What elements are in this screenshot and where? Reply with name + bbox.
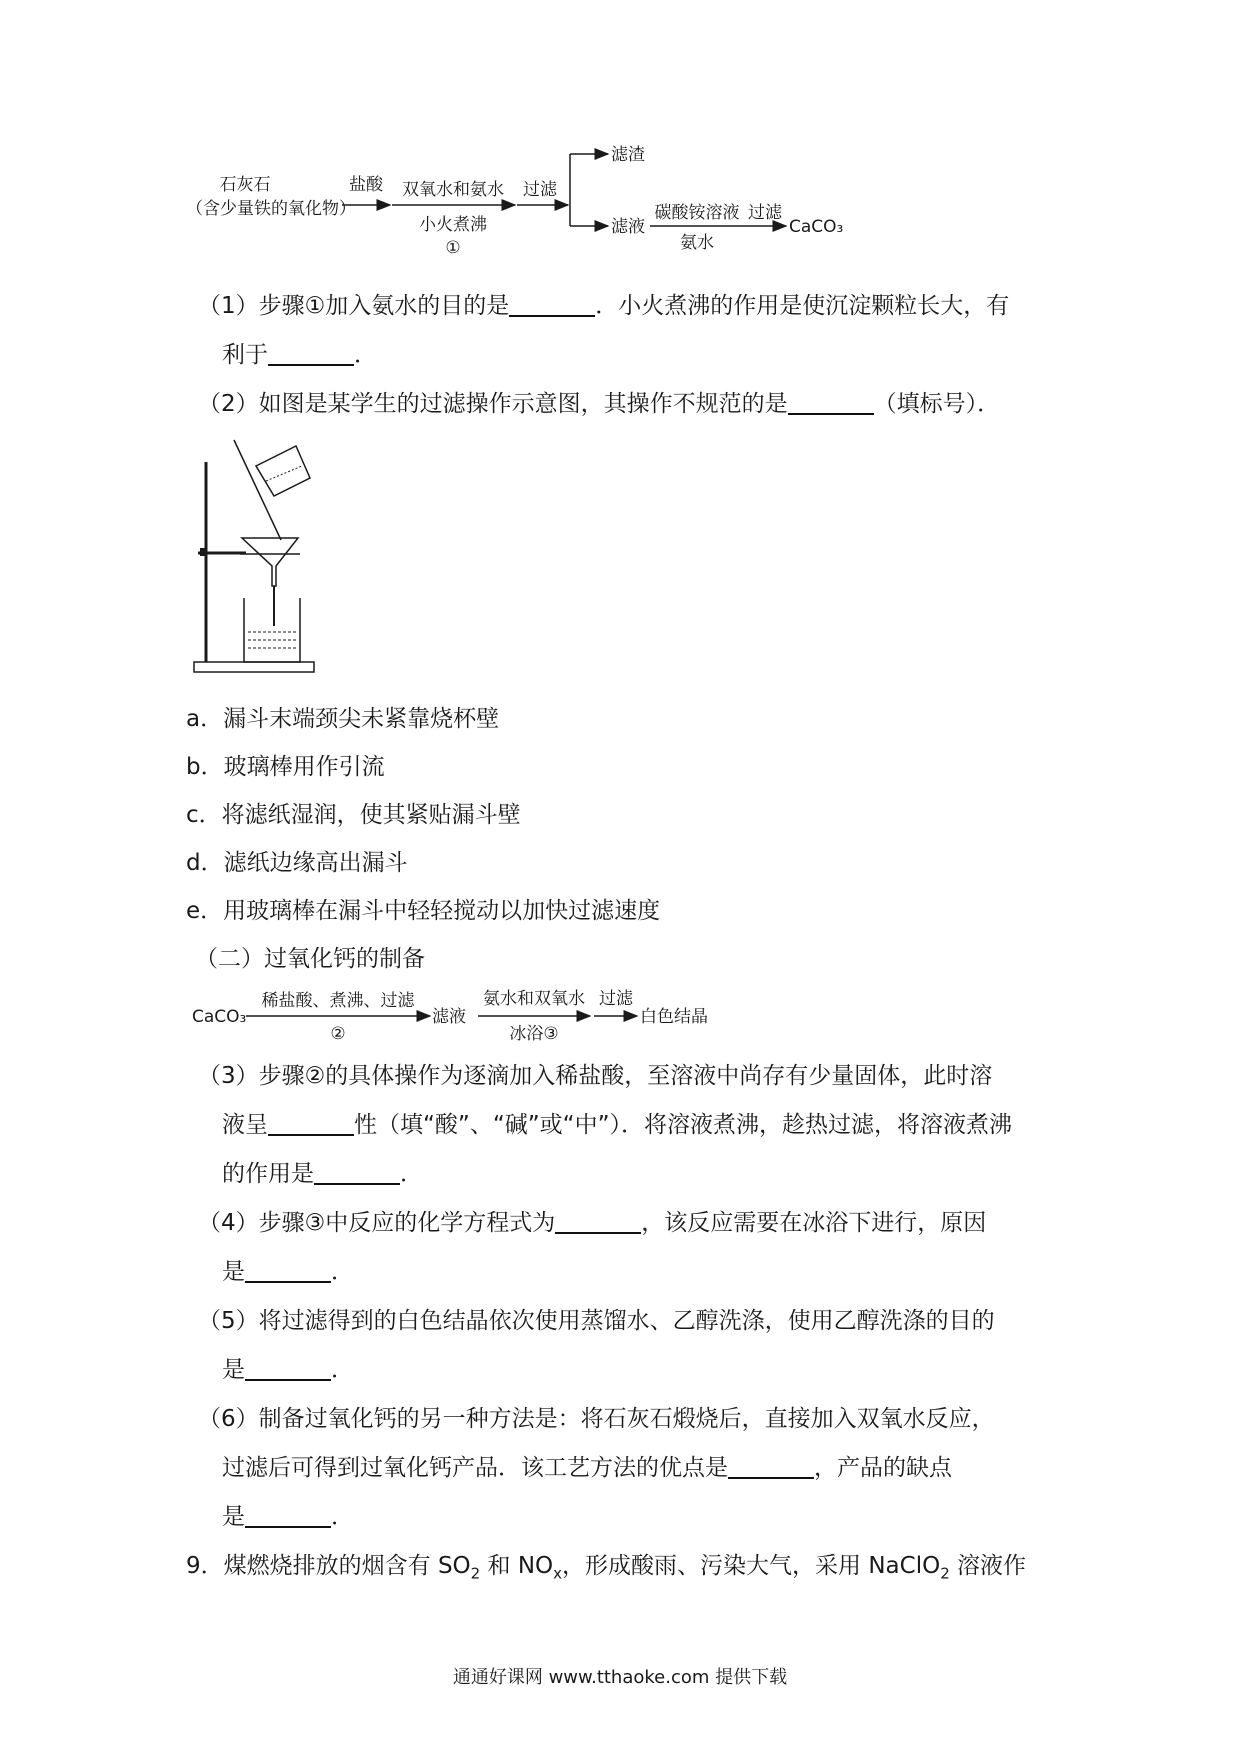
q6-blank-1[interactable] xyxy=(728,1453,814,1479)
q1-blank-1[interactable] xyxy=(509,291,595,317)
q1-blank-2[interactable] xyxy=(268,340,354,366)
q9-sub-1: 2 xyxy=(470,1564,481,1583)
flow1-step5-label: 过滤 xyxy=(748,203,782,223)
pouring-liquid xyxy=(266,466,302,481)
flow1-start-line1: 石灰石 xyxy=(219,175,271,195)
flow2-step3-label: 过滤 xyxy=(599,989,633,1009)
q4-blank-1[interactable] xyxy=(555,1208,641,1234)
q3-blank-1[interactable] xyxy=(268,1110,354,1136)
flow-diagram-2 xyxy=(190,982,780,1052)
flow1-start-line2: （含少量铁的氧化物） xyxy=(186,199,356,219)
q4-text-b: ，该反应需要在冰浴下进行，原因 xyxy=(641,1210,987,1236)
flow2-mid-label: 滤液 xyxy=(432,1007,466,1027)
q5-text-b: ． xyxy=(331,1357,354,1383)
q3-text-a: 液呈 xyxy=(222,1112,268,1138)
q9-text-a: 煤燃烧排放的烟含有 SO xyxy=(223,1553,471,1579)
pouring-beaker xyxy=(256,446,310,496)
q1-text-c: 利于 xyxy=(222,342,268,368)
page-footer: 通通好课网 www.tthaoke.com 提供下载 xyxy=(452,1667,788,1688)
q1-text-d: ． xyxy=(354,342,377,368)
flow2-start-label: CaCO₃ xyxy=(192,1007,247,1027)
q5-line1: （5）将过滤得到的白色结晶依次使用蒸馏水、乙醇洗涤，使用乙醇洗涤的目的 xyxy=(198,1308,995,1334)
glass-rod xyxy=(234,440,281,540)
q1-text-a: （1）步骤①加入氨水的目的是 xyxy=(198,293,510,319)
flow1-end-label: CaCO₃ xyxy=(789,217,844,237)
flow2-step1-top: 稀盐酸、煮沸、过滤 xyxy=(261,991,415,1011)
flow1-step3-label: 过滤 xyxy=(523,180,557,200)
flow1-step2-top: 双氧水和氨水 xyxy=(402,180,504,200)
q1-line2 xyxy=(222,331,377,379)
q6-line3 xyxy=(222,1493,354,1541)
flow2-end-label: 白色结晶 xyxy=(640,1007,708,1027)
flow1-filtrate-label: 滤液 xyxy=(611,217,645,237)
q3-text-b: 性（填“酸”、“碱”或“中”）．将溶液煮沸，趁热过滤，将溶液煮沸 xyxy=(354,1112,1012,1138)
option-a: a．漏斗末端颈尖未紧靠烧杯壁 xyxy=(186,706,500,732)
q4-blank-2[interactable] xyxy=(245,1257,331,1283)
flow1-step2-bottom: 小火煮沸 xyxy=(419,215,487,235)
q6-text-a: 过滤后可得到过氧化钙产品．该工艺方法的优点是 xyxy=(222,1455,728,1481)
flow2-step2-bottom: 冰浴③ xyxy=(509,1024,559,1044)
ring-clamp xyxy=(200,548,206,556)
q4-line2 xyxy=(222,1248,354,1296)
flow2-step2-top: 氨水和双氧水 xyxy=(483,989,585,1009)
flow1-residue-label: 滤渣 xyxy=(611,145,645,165)
flow1-step2-num: ① xyxy=(445,238,461,258)
q6-blank-2[interactable] xyxy=(245,1502,331,1528)
q3-text-c: 的作用是 xyxy=(222,1161,314,1187)
q5-blank[interactable] xyxy=(245,1355,331,1381)
q3-blank-2[interactable] xyxy=(314,1159,400,1185)
q9-sub-3: 2 xyxy=(940,1564,950,1583)
q5-line2 xyxy=(222,1346,354,1394)
q1-text-b: ．小火煮沸的作用是使沉淀颗粒长大，有 xyxy=(595,293,1010,319)
option-b: b．玻璃棒用作引流 xyxy=(186,754,385,780)
q6-text-c: 是 xyxy=(222,1504,245,1530)
stand-base xyxy=(194,662,314,672)
q6-text-b: ，产品的缺点 xyxy=(814,1455,952,1481)
q9-text-c: ，形成酸雨、污染大气，采用 NaClO xyxy=(562,1553,941,1579)
q9-sub-2: x xyxy=(553,1564,563,1583)
option-e: e．用玻璃棒在漏斗中轻轻搅动以加快过滤速度 xyxy=(186,898,661,924)
flow1-step1-label: 盐酸 xyxy=(349,175,383,195)
receiving-beaker xyxy=(244,598,300,662)
q9-line1 xyxy=(186,1542,1026,1598)
q4-text-d: ． xyxy=(331,1259,354,1285)
section-2-heading: （二）过氧化钙的制备 xyxy=(195,946,425,972)
flow1-step4-top: 碳酸铵溶液 xyxy=(654,203,740,223)
q4-text-a: （4）步骤③中反应的化学方程式为 xyxy=(198,1210,556,1236)
q1-line1 xyxy=(198,282,1009,330)
q3-line2 xyxy=(222,1101,1012,1149)
q3-text-d: ． xyxy=(400,1161,423,1187)
option-c: c．将滤纸湿润，使其紧贴漏斗壁 xyxy=(186,802,521,828)
q4-line1 xyxy=(198,1199,986,1247)
q6-line2 xyxy=(222,1444,952,1492)
q2-line1 xyxy=(198,380,1000,428)
filtration-apparatus-figure xyxy=(186,436,346,681)
q5-text-a: 是 xyxy=(222,1357,245,1383)
q2-text-a: （2）如图是某学生的过滤操作示意图，其操作不规范的是 xyxy=(198,391,788,417)
funnel xyxy=(242,538,298,586)
q9-number: 9． xyxy=(186,1553,224,1579)
q2-blank[interactable] xyxy=(788,389,874,415)
q6-line1: （6）制备过氧化钙的另一种方法是：将石灰石煅烧后，直接加入双氧水反应， xyxy=(198,1406,995,1432)
option-d: d．滤纸边缘高出漏斗 xyxy=(186,850,408,876)
q3-line3 xyxy=(222,1150,423,1198)
q4-text-c: 是 xyxy=(222,1259,245,1285)
flow2-step1-num: ② xyxy=(330,1024,346,1044)
flow1-step4-bottom: 氨水 xyxy=(680,233,714,253)
q9-text-d: 溶液作 xyxy=(949,1553,1027,1579)
q9-text-b: 和 NO xyxy=(480,1553,554,1579)
q6-text-d: ． xyxy=(331,1504,354,1530)
flow-diagram-1 xyxy=(180,140,950,260)
q3-line1: （3）步骤②的具体操作为逐滴加入稀盐酸，至溶液中尚存有少量固体，此时溶 xyxy=(198,1063,993,1089)
q2-text-b: （填标号）． xyxy=(873,391,1001,417)
